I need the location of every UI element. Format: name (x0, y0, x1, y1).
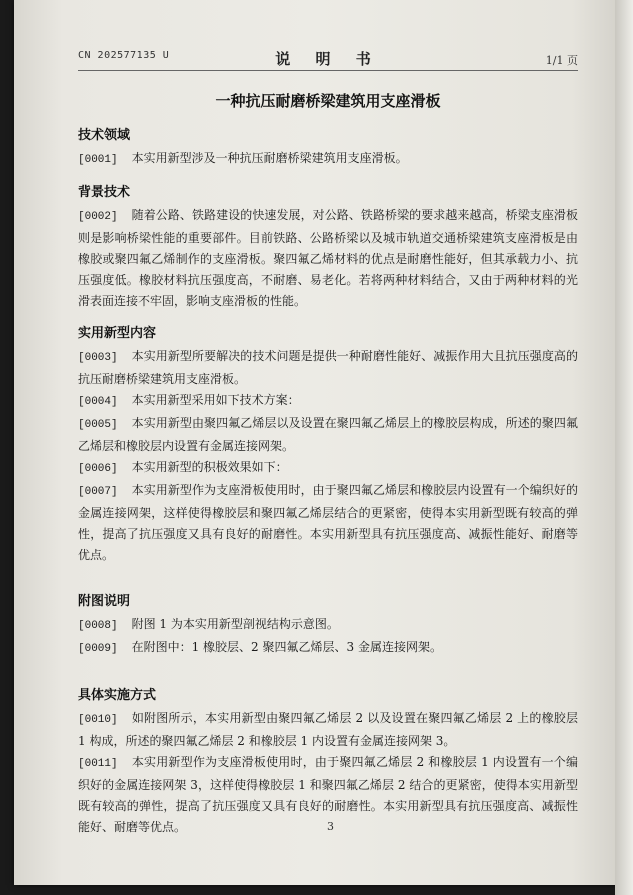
paragraph-text: 如附图所示，本实用新型由聚四氟乙烯层 2 以及设置在聚四氟乙烯层 2 上的橡胶层 1 构成，所述的聚四氟乙烯层 2 和橡胶层 1 内设置有金属连接网架 3。 (78, 711, 578, 748)
paragraph-text: 附图 1 为本实用新型剖视结构示意图。 (131, 617, 339, 631)
patent-number: CN 202577135 U (78, 50, 170, 61)
paragraph-number: [0005] (78, 419, 118, 431)
paragraph (78, 148, 578, 171)
paragraph-number: [0009] (78, 643, 118, 655)
paragraph (78, 457, 578, 480)
section-heading-embodiment: 具体实施方式 (78, 688, 157, 703)
paragraph (78, 413, 578, 457)
page-number: 3 (327, 820, 334, 833)
paragraph-text: 本实用新型涉及一种抗压耐磨桥梁建筑用支座滑板。 (131, 151, 408, 165)
paragraph (78, 346, 578, 390)
header-divider (78, 70, 578, 71)
paragraph (78, 205, 578, 312)
document-sheet (14, 0, 620, 885)
paragraph-number: [0006] (78, 463, 118, 475)
document-title: 一种抗压耐磨桥梁建筑用支座滑板 (215, 92, 441, 110)
page-edge (615, 0, 633, 895)
section-heading-background: 背景技术 (78, 185, 131, 200)
paragraph-number: [0001] (78, 154, 118, 166)
page-header (78, 48, 578, 68)
page-indicator: 1/1 页 (545, 54, 578, 67)
paragraph-text: 本实用新型由聚四氟乙烯层以及设置在聚四氟乙烯层上的橡胶层构成，所述的聚四氟乙烯层和橡胶层内设置有金属连接网架。 (78, 416, 578, 453)
paragraph-number: [0004] (78, 396, 118, 408)
paragraph-text: 本实用新型作为支座滑板使用时，由于聚四氟乙烯层 2 和橡胶层 1 内设置有一个编织好的金属连接网架 3，这样使得橡胶层 1 和聚四氟乙烯层 2 结合的更紧密，使得本实用新型既有较高的弹性，提高了抗压强度又具有良好的耐磨性。本实用新型具有抗压强度高、减振性能好、耐磨等优点。 (78, 755, 578, 834)
paragraph-number: [0002] (78, 211, 118, 223)
paragraph (78, 637, 578, 660)
section-spacer (78, 660, 578, 674)
paragraph-text: 本实用新型采用如下技术方案： (131, 393, 300, 407)
paragraph-number: [0010] (78, 714, 118, 726)
document-type: 说 明 书 (275, 50, 381, 68)
document-body (78, 125, 578, 838)
paragraph-text: 在附图中：1 橡胶层、2 聚四氟乙烯层、3 金属连接网架。 (131, 640, 442, 654)
paragraph (78, 480, 578, 566)
paragraph-number: [0003] (78, 352, 118, 364)
paragraph-number: [0011] (78, 758, 118, 770)
section-heading-content: 实用新型内容 (78, 326, 157, 341)
paragraph-number: [0008] (78, 620, 118, 632)
paragraph-text: 本实用新型所要解决的技术问题是提供一种耐磨性能好、减振作用大且抗压强度高的抗压耐磨桥梁建筑用支座滑板。 (78, 349, 578, 386)
section-spacer (78, 566, 578, 580)
paragraph-text: 随着公路、铁路建设的快速发展，对公路、铁路桥梁的要求越来越高，桥梁支座滑板则是影响桥梁性能的重要部件。目前铁路、公路桥梁以及城市轨道交通桥梁建筑支座滑板是由橡胶或聚四氟乙烯制作的支座滑板。聚四氟乙烯材料的优点是耐磨性能好，但其承载力小、抗压强度低。橡胶材料抗压强度高，不耐磨、易老化。若将两种材料结合，又由于两种材料的光滑表面连接不牢固，影响支座滑板的性能。 (78, 208, 578, 308)
paragraph-number: [0007] (78, 486, 118, 498)
paragraph (78, 390, 578, 413)
paragraph (78, 708, 578, 752)
paragraph-text: 本实用新型的积极效果如下： (131, 460, 288, 474)
section-heading-tech-field: 技术领域 (78, 128, 131, 143)
section-heading-drawings: 附图说明 (78, 594, 131, 609)
paragraph-text: 本实用新型作为支座滑板使用时，由于聚四氟乙烯层和橡胶层内设置有一个编织好的金属连接网架，这样使得橡胶层和聚四氟乙烯层结合的更紧密，使得本实用新型既有较高的弹性，提高了抗压强度又具有良好的耐磨性。本实用新型具有抗压强度高、减振性能好、耐磨等优点。 (78, 483, 578, 562)
paragraph (78, 614, 578, 637)
